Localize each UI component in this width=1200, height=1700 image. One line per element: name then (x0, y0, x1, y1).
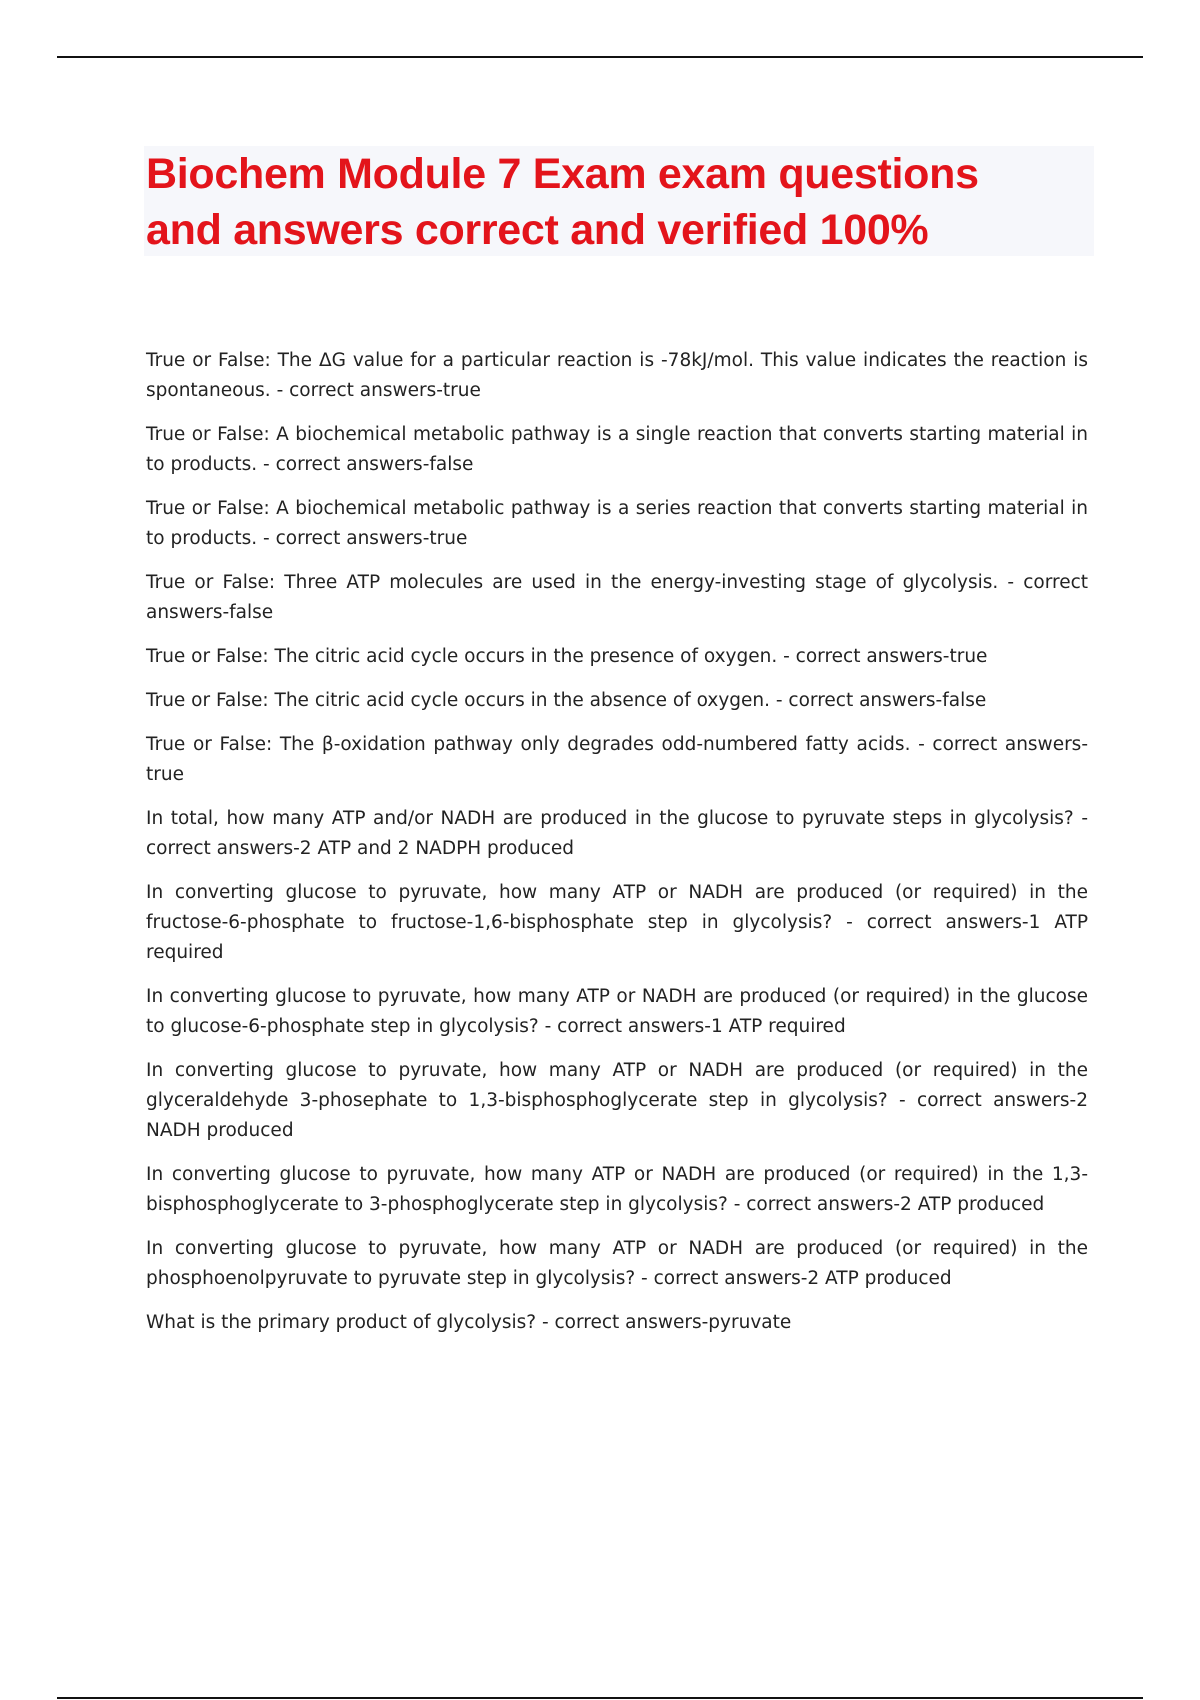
qa-item (146, 642, 1088, 672)
qa-item (146, 1308, 1088, 1338)
answer-text: - correct answers-false (770, 690, 987, 711)
qa-item (146, 494, 1088, 554)
question-text: True or False: The citric acid cycle occurs in the absence of oxygen. (146, 690, 770, 711)
qa-item (146, 568, 1088, 628)
answer-text: - correct answers-1 ATP required (538, 1016, 846, 1037)
qa-item (146, 878, 1088, 968)
answer-text: - correct answers-true (257, 528, 468, 549)
qa-item (146, 346, 1088, 406)
answer-text: - correct answers-true (270, 380, 481, 401)
answer-text: - correct answers-true (777, 646, 988, 667)
answer-text: - correct answers-2 ATP produced (635, 1268, 952, 1289)
top-divider (57, 56, 1143, 58)
document-title (144, 146, 1094, 258)
qa-item (146, 982, 1088, 1042)
question-text: In total, how many ATP and/or NADH are produced in the glucose to pyruvate steps in glycolysis? (146, 808, 1074, 829)
question-text: True or False: The citric acid cycle occurs in the presence of oxygen. (146, 646, 778, 667)
question-text: In converting glucose to pyruvate, how many ATP or NADH are produced (or required) in the fructose-6-phosphate to fructose-1,6-bisphosphate step in glycolysis? (146, 882, 1088, 933)
answer-text: - correct answers-false (146, 572, 1089, 623)
qa-item (146, 730, 1088, 790)
question-text: In converting glucose to pyruvate, how many ATP or NADH are produced (or required) in the 1,3-bisphosphoglycerate to 3-phosphoglycerate step in glycolysis? (146, 1164, 1088, 1215)
qa-item (146, 420, 1088, 480)
qa-item (146, 686, 1088, 716)
question-text: True or False: A biochemical metabolic pathway is a single reaction that converts starting material in to products. (146, 424, 1088, 475)
qa-item (146, 1234, 1088, 1294)
answer-text: - correct answers-false (257, 454, 474, 475)
question-text: In converting glucose to pyruvate, how many ATP or NADH are produced (or required) in the glucose to glucose-6-phosphate step in glycolysis? (146, 986, 1088, 1037)
question-text: What is the primary product of glycolysis? (146, 1312, 537, 1333)
question-text: True or False: A biochemical metabolic pathway is a series reaction that converts starting material in to products. (146, 498, 1088, 549)
title-banner (144, 146, 1094, 256)
title-line-1: Biochem Module 7 Exam exam questions (146, 150, 979, 198)
answer-text: - correct answers-true (146, 734, 1088, 785)
answer-text: - correct answers-pyruvate (536, 1312, 792, 1333)
question-text: In converting glucose to pyruvate, how many ATP or NADH are produced (or required) in the phosphoenolpyruvate to pyruvate step in glycolysis? (146, 1238, 1088, 1289)
question-text: True or False: The ΔG value for a particular reaction is -78kJ/mol. This value indicates the reaction is spontaneous. (146, 350, 1088, 401)
title-line-2: and answers correct and verified 100% (146, 206, 929, 254)
qa-item (146, 1056, 1088, 1146)
qa-list (146, 346, 1088, 1352)
question-text: In converting glucose to pyruvate, how many ATP or NADH are produced (or required) in the glyceraldehyde 3-phosephate to 1,3-bisphosphoglycerate step in glycolysis? (146, 1060, 1088, 1111)
answer-text: - correct answers-2 NADH produced (146, 1090, 1088, 1141)
answer-text: - correct answers-1 ATP required (146, 912, 1088, 963)
bottom-divider (57, 1697, 1143, 1699)
answer-text: - correct answers-2 ATP and 2 NADPH produced (146, 808, 1088, 859)
question-text: True or False: Three ATP molecules are used in the energy-investing stage of glycolysis. (146, 572, 999, 593)
answer-text: - correct answers-2 ATP produced (727, 1194, 1045, 1215)
qa-item (146, 1160, 1088, 1220)
qa-item (146, 804, 1088, 864)
question-text: True or False: The β-oxidation pathway only degrades odd-numbered fatty acids. (146, 734, 911, 755)
